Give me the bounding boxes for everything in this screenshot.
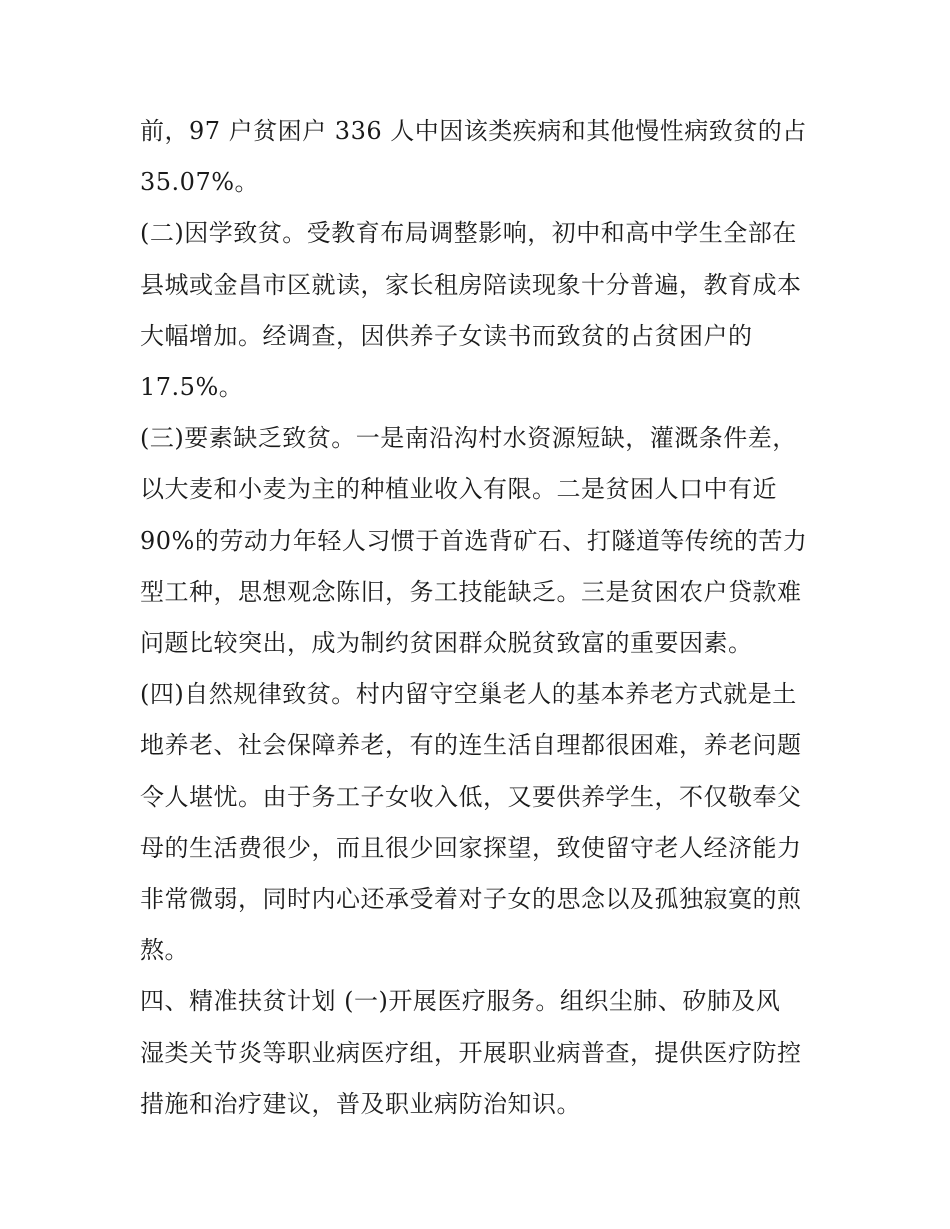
text-line: 17.5%。 xyxy=(140,373,244,402)
text-line: 90%的劳动力年轻人习惯于首选背矿石、打隧道等传统的苦力 xyxy=(140,526,808,555)
text-line: 大幅增加。经调查，因供养子女读书而致贫的占贫困户的 xyxy=(140,321,753,350)
text-line: 县城或金昌市区就读，家长租房陪读现象十分普遍，教育成本 xyxy=(140,270,802,299)
text-line: (二)因学致贫。受教育布局调整影响，初中和高中学生全部在 xyxy=(140,219,797,248)
text-line: 35.07%。 xyxy=(140,168,260,197)
text-line: 熬。 xyxy=(140,936,189,965)
text-line: 以大麦和小麦为主的种植业收入有限。二是贫困人口中有近 xyxy=(140,475,777,504)
text-line: (四)自然规律致贫。村内留守空巢老人的基本养老方式就是土 xyxy=(140,680,797,709)
text-line: 地养老、社会保障养老，有的连生活自理都很困难，养老问题 xyxy=(140,731,802,760)
text-line: 措施和治疗建议，普及职业病防治知识。 xyxy=(140,1089,581,1118)
text-line: 令人堪忧。由于务工子女收入低，又要供养学生，不仅敬奉父 xyxy=(140,782,802,811)
paragraph-elderly-poverty xyxy=(140,669,820,976)
text-line: 母的生活费很少，而且很少回家探望，致使留守老人经济能力 xyxy=(140,833,802,862)
text-line: 非常微弱，同时内心还承受着对子女的思念以及孤独寂寞的煎 xyxy=(140,885,802,914)
text-line: 问题比较突出，成为制约贫困群众脱贫致富的重要因素。 xyxy=(140,629,753,658)
text-line: 四、精准扶贫计划 (一)开展医疗服务。组织尘肺、矽肺及风 xyxy=(140,987,781,1016)
paragraph-poverty-plan xyxy=(140,976,820,1130)
paragraph-resource-poverty xyxy=(140,413,820,669)
paragraph-education-poverty xyxy=(140,208,820,413)
text-line: 型工种，思想观念陈旧，务工技能缺乏。三是贫困农户贷款难 xyxy=(140,577,802,606)
text-line: 前，97 户贫困户 336 人中因该类疾病和其他慢性病致贫的占 xyxy=(140,117,807,145)
paragraph-illness-poverty xyxy=(140,106,820,208)
text-line: (三)要素缺乏致贫。一是南沿沟村水资源短缺，灌溉条件差， xyxy=(140,424,797,453)
document-body xyxy=(140,106,820,1130)
text-line: 湿类关节炎等职业病医疗组，开展职业病普查，提供医疗防控 xyxy=(140,1038,802,1067)
